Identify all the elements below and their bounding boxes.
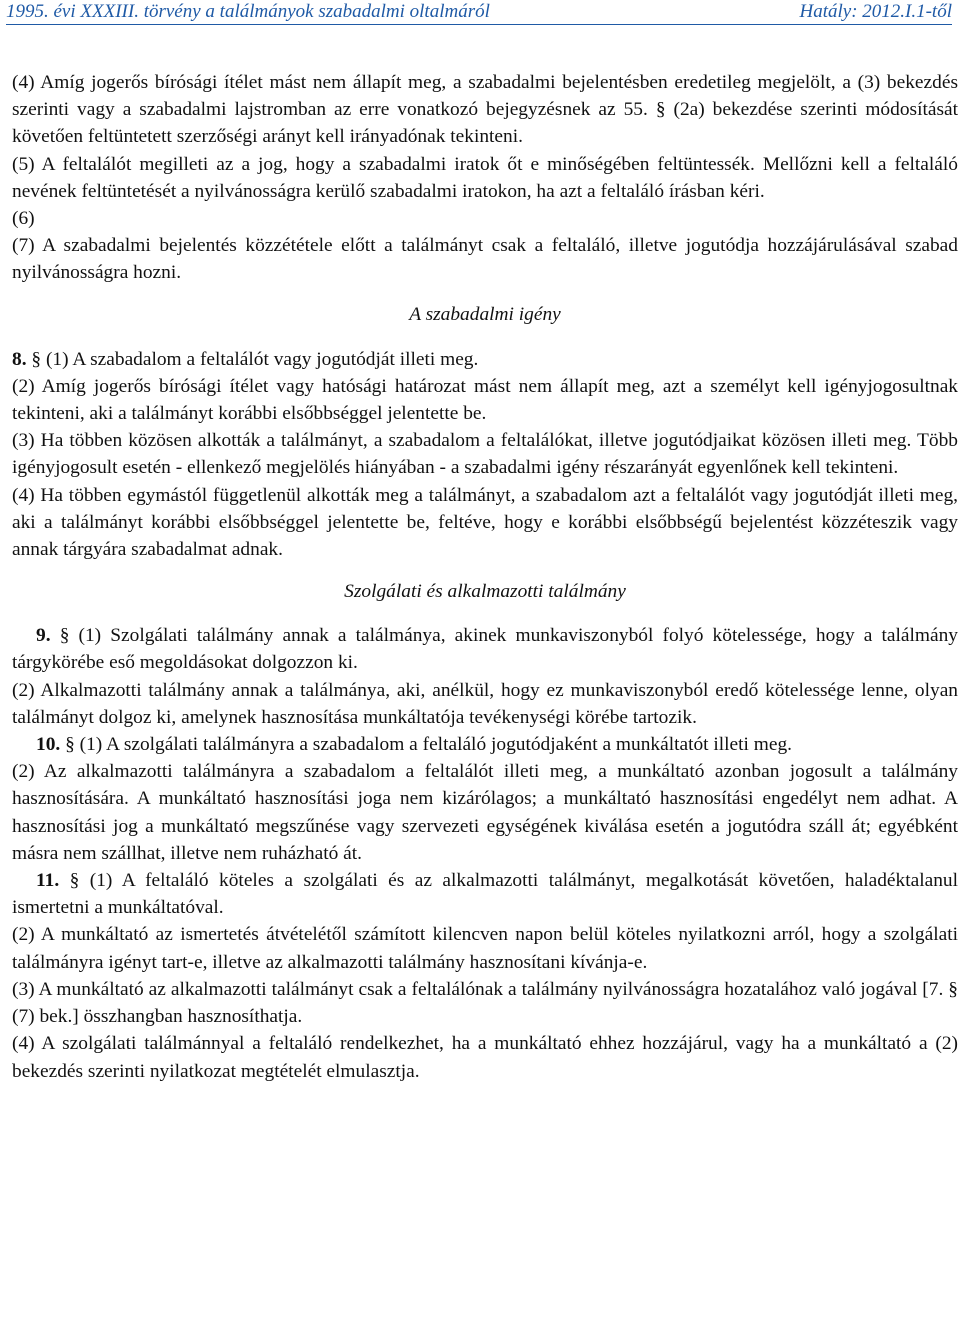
paragraph-7-5: (5) A feltalálót megilleti az a jog, hogy a szabadalmi iratok őt e minőségében feltüntessék. Mellőzni kell a feltaláló nevének feltüntetését a nyilvánosságra kerülő szabadalmi iratokon, ha azt a feltaláló írásban kéri. <box>12 153 958 202</box>
section-11-paragraph-2: (2) A munkáltató az ismertetés átvételétől számított kilencven napon belül köteles nyilatkozni arról, hogy a szolgálati találmányra igényt tart-e, illetve az alkalmazotti találmány hasznosítani kívánja-e. <box>12 924 958 973</box>
section-11-paragraph-4: (4) A szolgálati találmánnyal a feltaláló rendelkezhet, ha a munkáltató ehhez hozzájárul, vagy ha a munkáltató a (2) bekezdés szerinti nyilatkozat megtételét elmulasztja. <box>12 1033 958 1082</box>
section-10-paragraph-1 <box>12 731 958 758</box>
header-effective-date: Hatály: 2012.I.1-től <box>799 1 952 22</box>
section-text: § (1) A szabadalom a feltalálót vagy jogutódját illeti meg. <box>31 348 479 370</box>
document-body <box>12 69 958 1085</box>
section-8-paragraph-1 <box>12 346 958 373</box>
section-heading-service-invention: Szolgálati és alkalmazotti találmány <box>344 581 626 603</box>
paragraph-7-6: (6) <box>12 208 35 230</box>
section-8-paragraph-3: (3) Ha többen közösen alkották a találmányt, a szabadalom a feltalálókat, illetve jogutódjaikat közösen illeti meg. Több igényjogosult esetén - ellenkező megjelölés hiányában - a szabadalmi igény részarányát egyenlőnek kell tekinteni. <box>12 430 958 479</box>
header-law-title: 1995. évi XXXIII. törvény a találmányok szabadalmi oltalmáról <box>6 1 490 22</box>
section-11-paragraph-1 <box>12 867 958 921</box>
section-number: 9. <box>36 625 51 647</box>
paragraph-7-7: (7) A szabadalmi bejelentés közzététele előtt a találmányt csak a feltaláló, illetve jogutódja hozzájárulásával szabad nyilvánosságra hozni. <box>12 235 958 284</box>
paragraph-7-4: (4) Amíg jogerős bírósági ítélet mást nem állapít meg, a szabadalmi bejelentésben eredetileg megjelölt, a (3) bekezdés szerinti vagy a szabadalmi lajstromban az erre vonatkozó bejegyzésnek az 55. § (2a) bekezdése szerinti módosítását követően feltüntetett szerzőségi arányt kell irányadónak tekinteni. <box>12 72 958 148</box>
section-number: 8. <box>12 348 27 370</box>
section-number: 11. <box>36 870 60 892</box>
section-8-paragraph-2: (2) Amíg jogerős bírósági ítélet vagy hatósági határozat mást nem állapít meg, azt a személyt kell igényjogosultnak tekinteni, aki a találmányt korábbi elsőbbséggel jelentette be. <box>12 375 958 425</box>
running-header <box>6 2 952 25</box>
section-11-paragraph-3: (3) A munkáltató az alkalmazotti találmányt csak a feltalálónak a találmány nyilvánosságra hozatalához való jogával [7. § (7) bek.] összhangban hasznosíthatja. <box>12 978 958 1028</box>
section-text: § (1) A feltaláló köteles a szolgálati és az alkalmazotti találmányt, megalkotását követően, haladéktalanul ismertetni a munkáltatóval. <box>12 870 958 919</box>
section-number: 10. <box>36 734 61 756</box>
section-9-paragraph-2: (2) Alkalmazotti találmány annak a találmánya, aki, anélkül, hogy ez munkaviszonyból eredő kötelessége lenne, olyan találmányt dolgoz ki, amelynek hasznosítása munkáltatója tevékenységi körébe tartozik. <box>12 679 958 728</box>
section-text: § (1) Szolgálati találmány annak a találmánya, akinek munkaviszonyból folyó kötelessége, hogy a találmány tárgykörébe eső megoldásokat dolgozzon ki. <box>12 625 958 674</box>
section-9-paragraph-1 <box>12 622 958 676</box>
section-text: § (1) A szolgálati találmányra a szabadalom a feltaláló jogutódjaként a munkáltatót illeti meg. <box>65 734 793 756</box>
section-10-paragraph-2: (2) Az alkalmazotti találmányra a szabadalom a feltalálót illeti meg, a munkáltató azonban jogosult a találmány hasznosítására. A munkáltató hasznosítási joga nem kizárólagos; a munkáltató hasznosítási engedélyt nem adhat. A hasznosítási jog a munkáltató megszűnése vagy szervezeti egységének kiválása esetén a jogutódra száll át; egyébként másra nem szállhat, illetve nem ruházható át. <box>12 761 958 864</box>
section-heading-patent-claim: A szabadalmi igény <box>409 303 561 325</box>
section-8-paragraph-4: (4) Ha többen egymástól függetlenül alkották meg a találmányt, a szabadalom azt a feltalálót vagy jogutódját illeti meg, aki a találmányt korábbi elsőbbséggel jelentette be, feltéve, hogy e korábbi elsőbbségű bejelentést közzéteszik vagy annak tárgyára szabadalmat adnak. <box>12 484 958 561</box>
